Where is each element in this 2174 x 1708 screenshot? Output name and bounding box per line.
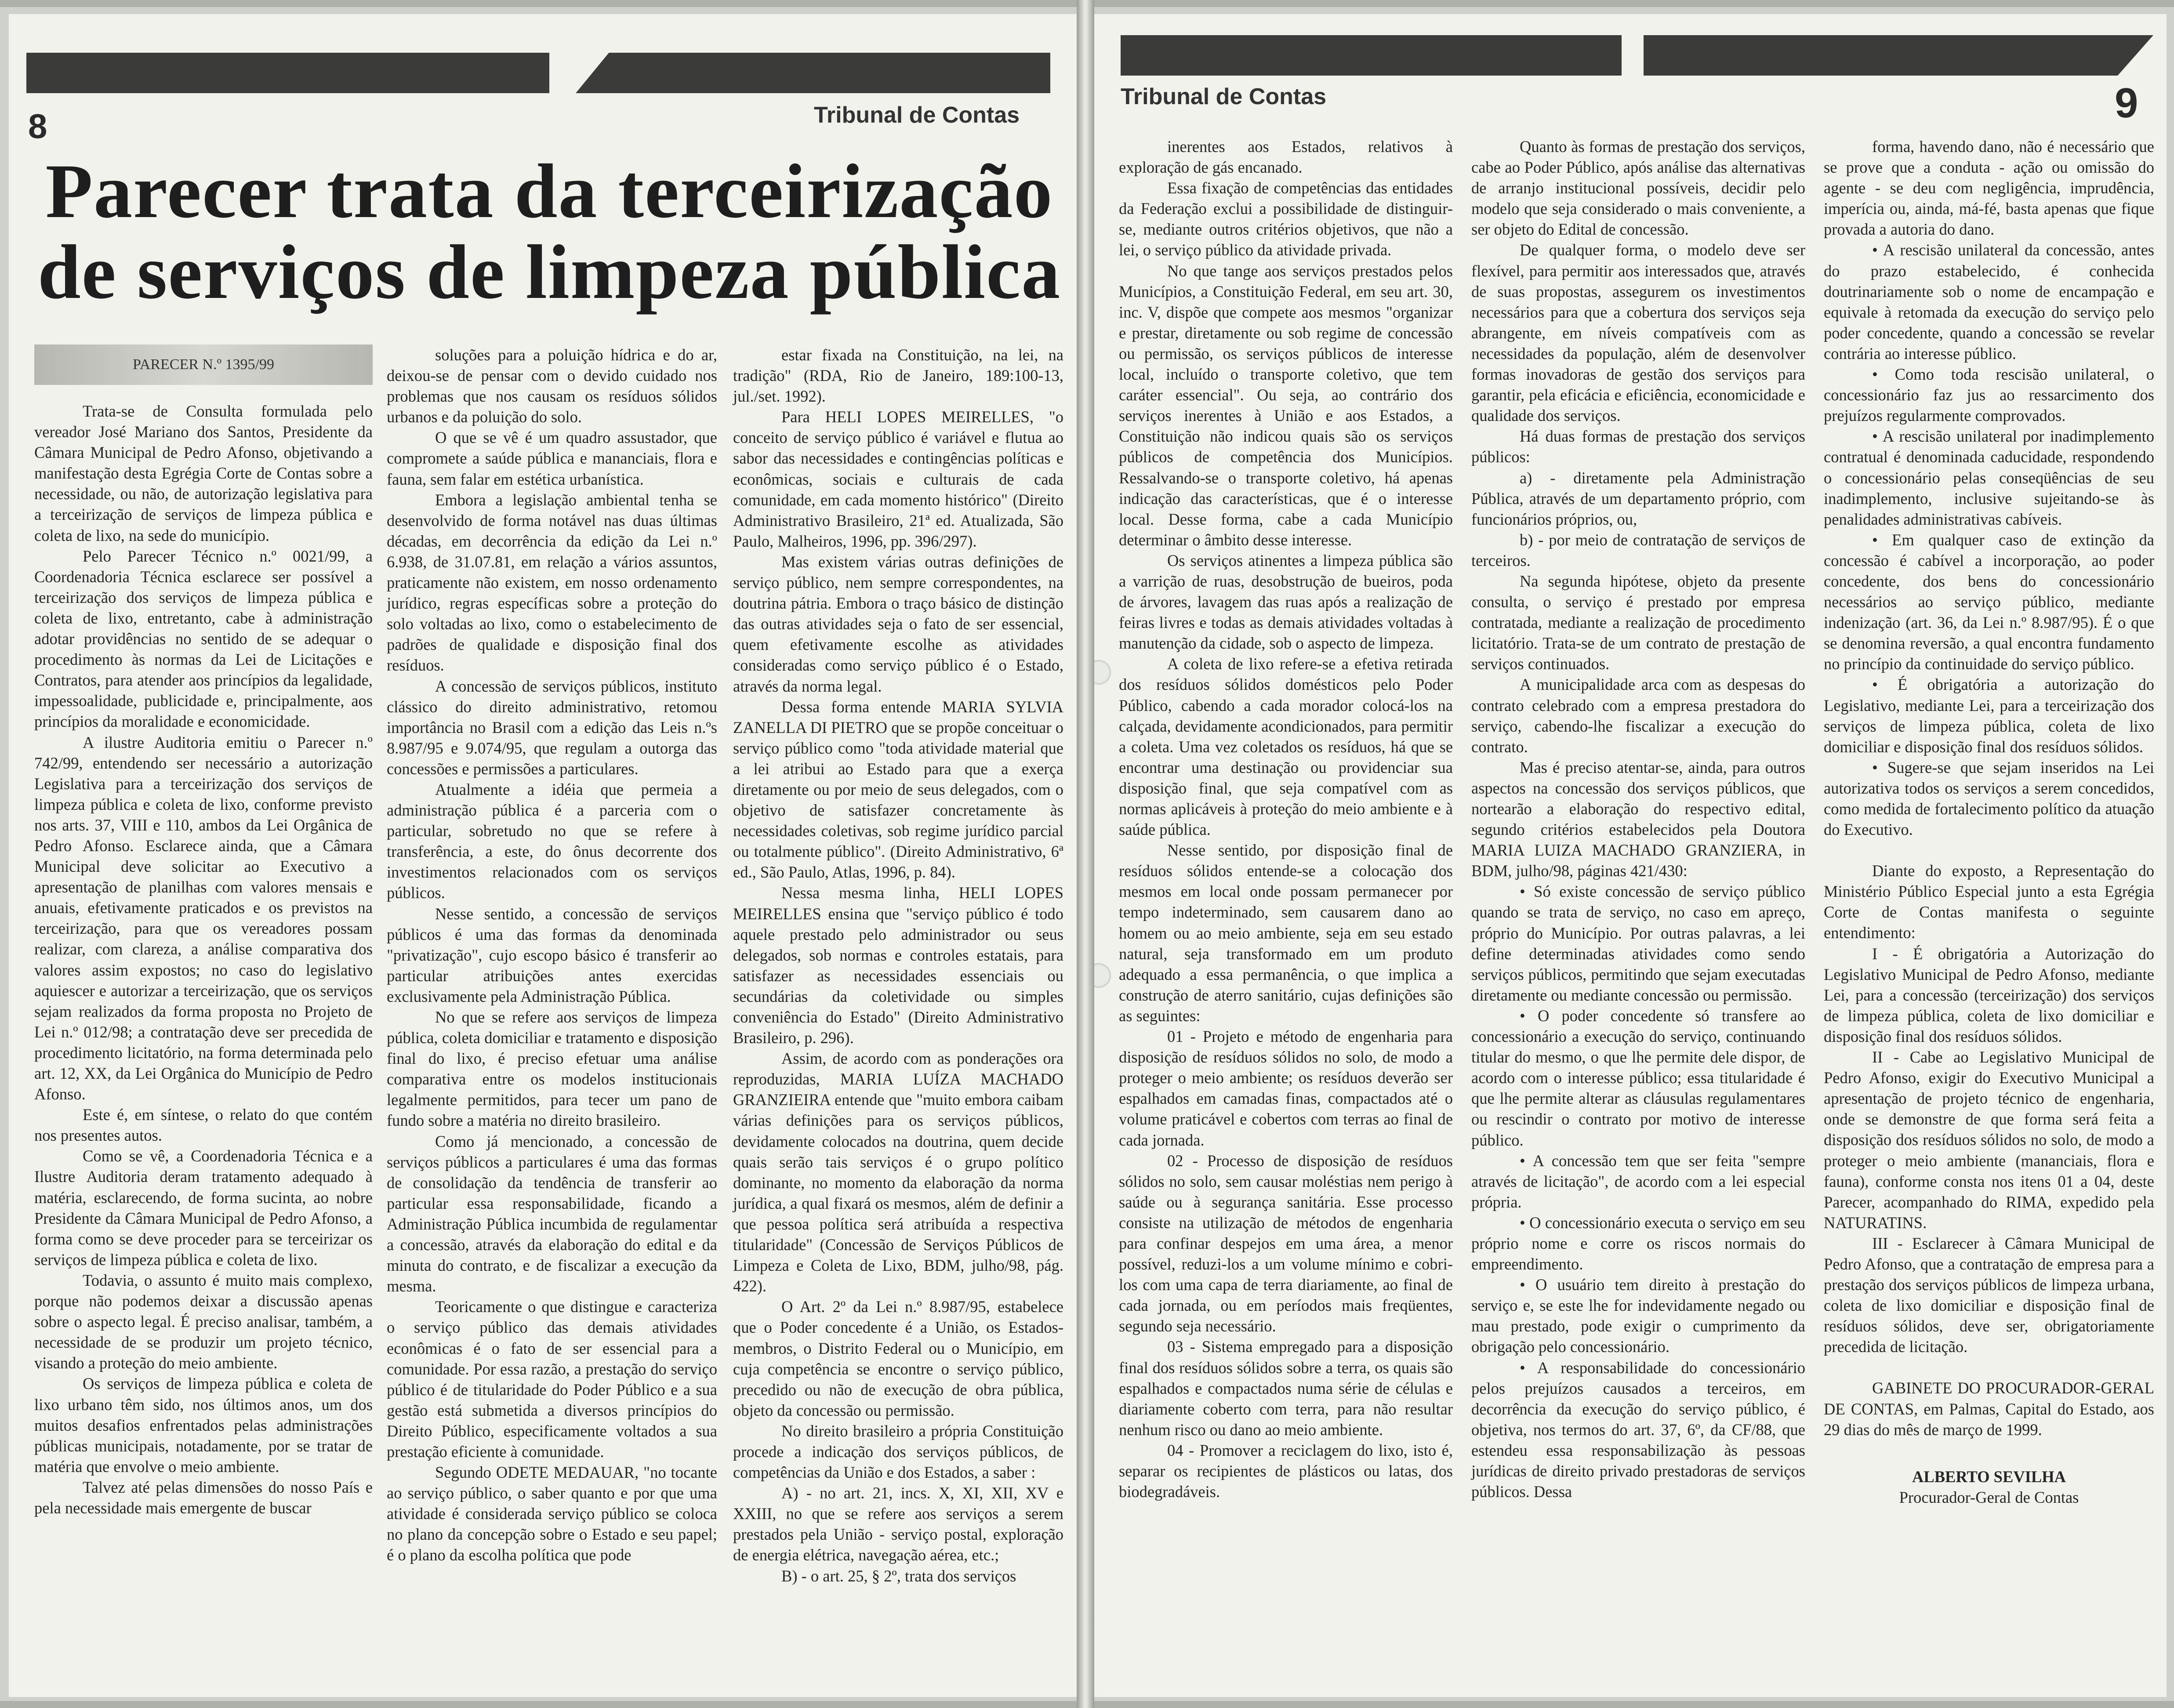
paragraph: II - Cabe ao Legislativo Municipal de Pedro Afonso, exigir do Executivo Municipal a apresentação de projeto técnico de engenharia, onde se demonstre de que forma será feita a disposição dos resíduos sólidos no solo, de modo a proteger o meio ambiente (mananciais, flora e fauna), conforme consta nos itens 01 a 04, deste Parecer, acompanhado do RIMA, expedido pela NATURATINS.: [1824, 1048, 2154, 1232]
paragraph: • A rescisão unilateral da concessão, antes do prazo estabelecido, é conhecida doutrinariamente sob o nome de encampação e equivale à retomada da execução do serviço pelo poder concedente, quando a concessão se revelar contrária ao interesse público.: [1824, 241, 2154, 363]
paragraph: estar fixada na Constituição, na lei, na tradição" (RDA, Rio de Janeiro, 189:100-13, jul./set. 1992).: [733, 346, 1063, 406]
page-number-right: 9: [2115, 80, 2138, 127]
paragraph: Trata-se de Consulta formulada pelo vereador José Mariano dos Santos, Presidente da Câmara Municipal de Pedro Afonso, objetivando a manifestação desta Egrégia Corte de Contas sobre a necessidade, ou não, de autorização legislativa para a terceirização de serviços de limpeza pública e coleta de lixo, na sede do município.: [34, 402, 373, 544]
right-column-3-body: [1824, 136, 2154, 1440]
paragraph: Há duas formas de prestação dos serviços públicos:: [1471, 427, 1805, 466]
header-bar-left: [26, 53, 549, 93]
left-column-2: [387, 345, 717, 1566]
right-page: [1094, 14, 2167, 1697]
paragraph: A) - no art. 21, incs. X, XI, XII, XV e XXIII, no que se refere aos serviços a serem prestados pela União - serviço postal, exploração de energia elétrica, navegação aérea, etc.;: [733, 1484, 1063, 1564]
paragraph: Os serviços atinentes a limpeza pública são a varrição de ruas, desobstrução de bueiros, poda de árvores, lavagem das ruas após a realização de feiras livres e todas as demais atividades voltadas à manutenção da cidade, sob o aspecto de limpeza.: [1119, 551, 1453, 653]
paragraph: • O concessionário executa o serviço em seu próprio nome e corre os riscos normais do empreendimento.: [1471, 1213, 1805, 1273]
paragraph: I - É obrigatória a Autorização do Legislativo Municipal de Pedro Afonso, mediante Lei, para a concessão (terceirização) dos serviços de limpeza pública, coleta de lixo domiciliar e disposição final dos resíduos sólidos.: [1824, 944, 2154, 1045]
paragraph: forma, havendo dano, não é necessário que se prove que a conduta - ação ou omissão do agente - se deu com negligência, imprudência, imperícia ou, ainda, má-fé, basta apenas que fique provada a autoria do dano.: [1824, 138, 2154, 239]
paragraph: O Art. 2º da Lei n.º 8.987/95, estabelece que o Poder concedente é a União, os Estados-membros, o Distrito Federal ou o Município, em cuja competência se encontre o serviço público, precedido ou não de execução de obra pública, objeto da concessão ou permissão.: [733, 1298, 1063, 1419]
paragraph: Como já mencionado, a concessão de serviços públicos a particulares é uma das formas de consolidação da tendência de transferir ao particular essa responsabilidade, ficando a Administração Pública incumbida de regulamentar a concessão, através da elaboração do edital e da minuta do contrato, e de fiscalizar a execução da mesma.: [387, 1132, 717, 1295]
paragraph: • Como toda rescisão unilateral, o concessionário faz jus ao ressarcimento dos prejuízos regularmente comprovados.: [1824, 365, 2154, 425]
header-bar-wedge-right: [1644, 35, 2153, 76]
paragraph: Embora a legislação ambiental tenha se desenvolvido de forma notável nas duas últimas décadas, em decorrência da edição da Lei n.º 6.938, de 31.07.81, em relação a vários assuntos, praticamente não existem, em nosso ordenamento jurídico, regras específicas sobre a proteção do solo voltadas ao lixo, como o estabelecimento de padrões de qualidade e disposição final dos resíduos.: [387, 490, 717, 674]
reference-label: PARECER N.º 1395/99: [133, 356, 274, 373]
paragraph: b) - por meio de contratação de serviços de terceiros.: [1471, 530, 1805, 569]
punch-hole: [1094, 963, 1111, 988]
page-gutter: [1077, 0, 1094, 1708]
paragraph: • A responsabilidade do concessionário pelos prejuízos causados a terceiros, em decorrência da execução do serviço público, é objetiva, nos termos do art. 37, 6º, da CF/88, que estendeu essa responsabilização às pessoas jurídicas de direito privado prestadoras de serviços públicos. Dessa: [1471, 1358, 1805, 1501]
paragraph: Mas existem várias outras definições de serviço público, nem sempre correspondentes, na doutrina pátria. Embora o traço básico de distinção das outras atividades seja o fato de ser essencial, quem efetivamente escolhe as atividades consideradas como serviço público é o Estado, através da norma legal.: [733, 552, 1063, 695]
paragraph: A concessão de serviços públicos, instituto clássico do direito administrativo, retomou importância no Brasil com a edição das Leis n.ºs 8.987/95 e 9.074/95, que regulam a outorga das concessões e permissões a particulares.: [387, 677, 717, 778]
paragraph: No que se refere aos serviços de limpeza pública, coleta domiciliar e tratamento e disposição final do lixo, é preciso efetuar uma análise comparativa entre os modelos institucionais legalmente permitidos, para tecer um pano de fundo sobre a matéria no direito brasileiro.: [387, 1008, 717, 1130]
paragraph: • Em qualquer caso de extinção da concessão é cabível a incorporação, ao poder concedente, dos bens do concessionário necessários ao serviço público, mediante indenização (art. 36, da Lei n.º 8.987/95). É o que se denomina reversão, a qual encontra fundamento no princípio da continuidade do serviço público.: [1824, 530, 2154, 673]
paragraph: 04 - Promover a reciclagem do lixo, isto é, separar os recipientes de plásticos ou latas, dos biodegradáveis.: [1119, 1441, 1453, 1501]
paragraph: 01 - Projeto e método de engenharia para disposição de resíduos sólidos no solo, de modo a proteger o meio ambiente; os resíduos deverão ser espalhados em camadas finas, compactados até o volume praticável e cobertos com terras ao final de cada jornada.: [1119, 1027, 1453, 1149]
paragraph: • É obrigatória a autorização do Legislativo, mediante Lei, para a terceirização dos serviços de limpeza pública, coleta de lixo domiciliar e disposição final dos resíduos sólidos.: [1824, 675, 2154, 756]
headline: Parecer trata da terceirização de serviços de limpeza pública: [37, 149, 1061, 315]
paragraph: Nesse sentido, por disposição final de resíduos sólidos entende-se a colocação dos mesmos em local onde possam permanecer por tempo indeterminado, sem causarem dano ao homem ou ao meio ambiente, seja em seu estado natural, seja transformado em um produto adequado a essa permanência, o que implica a construção de aterro sanitário, cujas definições são as seguintes:: [1119, 841, 1453, 1025]
paragraph: soluções para a poluição hídrica e do ar, deixou-se de pensar com o devido cuidado nos problemas que nos causam os resíduos sólidos urbanos e da poluição do solo.: [387, 346, 717, 426]
right-column-2: [1471, 136, 1805, 1502]
reference-box: [34, 345, 373, 385]
paragraph: [1824, 840, 2154, 860]
paragraph: A coleta de lixo refere-se a efetiva retirada dos resíduos sólidos domésticos pelo Poder Público, cabendo a cada morador colocá-los na calçada, devidamente acondicionados, para permitir a coleta. Uma vez coletados os resíduos, há que se encontrar uma destinação ou providenciar sua disposição final, que seja compatível com as normas aplicáveis à proteção do meio ambiente e à saúde pública.: [1119, 655, 1453, 839]
paragraph: Diante do exposto, a Representação do Ministério Público Especial junto a esta Egrégia Corte de Contas manifesta o seguinte entendimento:: [1824, 862, 2154, 942]
paragraph: • A concessão tem que ser feita "sempre através de licitação", de acordo com a lei especial própria.: [1471, 1151, 1805, 1211]
paragraph: GABINETE DO PROCURADOR-GERAL DE CONTAS, em Palmas, Capital do Estado, aos 29 dias do mês de março de 1999.: [1824, 1379, 2154, 1439]
header-bar-right: [1121, 35, 1622, 76]
left-column-3: [733, 345, 1063, 1586]
paragraph: No direito brasileiro a própria Constituição procede a indicação dos serviços públicos, de competências da União e dos Estados, a saber :: [733, 1422, 1063, 1482]
left-page: [9, 14, 1077, 1697]
section-label-left: Tribunal de Contas: [814, 102, 1020, 128]
paragraph: Mas é preciso atentar-se, ainda, para outros aspectos na concessão dos serviços públicos, que nortearão a elaboração do respectivo edital, segundo critérios estabelecidos pela Doutora MARIA LUIZA MACHADO GRANZIERA, in BDM, julho/98, páginas 421/430:: [1471, 758, 1805, 880]
paragraph: Assim, de acordo com as ponderações ora reproduzidas, MARIA LUÍZA MACHADO GRANZIEIRA entende que "muito embora caibam várias definições para os serviços públicos, devidamente colocados na doutrina, quem decide quais serão tais serviços é o grupo político dominante, no momento da elaboração da norma jurídica, a qual fixará os mesmos, além de definir a que pessoa política será atribuída a respectiva titularidade" (Concessão de Serviços Públicos de Limpeza e Coleta de Lixo, BDM, julho/98, pág. 422).: [733, 1049, 1063, 1295]
punch-hole: [1094, 660, 1111, 685]
paragraph: Dessa forma entende MARIA SYLVIA ZANELLA DI PIETRO que se propõe conceituar o serviço público como "toda atividade material que a lei atribui ao Estado para que a exerça diretamente ou por meio de seus delegados, com o objetivo de satisfazer concretamente às necessidades coletivas, sob regime jurídico parcial ou totalmente público". (Direito Administrativo, 6ª ed., São Paulo, Atlas, 1996, p. 84).: [733, 697, 1063, 881]
right-column-1: [1119, 136, 1453, 1502]
right-column-3: [1824, 136, 2154, 1508]
signature-name: ALBERTO SEVILHA: [1912, 1467, 2066, 1486]
paragraph: Quanto às formas de prestação dos serviços, cabe ao Poder Público, após análise das alternativas de arranjo institucional possíveis, decidir pelo modelo que seja considerado o mais conveniente, a ser objeto do Edital de concessão.: [1471, 138, 1805, 239]
paragraph: Os serviços de limpeza pública e coleta de lixo urbano têm sido, nos últimos anos, um dos muitos desafios enfrentados pelas administrações públicas municipais, notadamente, por se tratar de matéria que envolve o meio ambiente.: [34, 1374, 373, 1476]
paragraph: [1824, 1357, 2154, 1378]
paragraph: A municipalidade arca com as despesas do contrato celebrado com a empresa prestadora do serviço, cabendo-lhe fiscalizar a execução do contrato.: [1471, 675, 1805, 756]
paragraph: Como se vê, a Coordenadoria Técnica e a Ilustre Auditoria deram tratamento adequado à matéria, esclarecendo, de forma sucinta, ao nobre Presidente da Câmara Municipal de Pedro Afonso, a forma como se deve proceder para se terceirizar os serviços de limpeza pública e coleta de lixo.: [34, 1147, 373, 1269]
paragraph: • O usuário tem direito à prestação do serviço e, se este lhe for indevidamente negado ou mau prestado, pode exigir o cumprimento da obrigação pelo concessionário.: [1471, 1276, 1805, 1356]
paragraph: Na segunda hipótese, objeto da presente consulta, o serviço é prestado por empresa contratada, mediante a realização de procedimento licitatório. Trata-se de um contrato de prestação de serviços continuados.: [1471, 572, 1805, 673]
section-label-right: Tribunal de Contas: [1121, 84, 1327, 109]
paragraph: Atualmente a idéia que permeia a administração pública é a parceria com o particular, sobretudo no que se refere à transferência, a este, do ônus decorrente dos investimentos relacionados com os serviços públicos.: [387, 780, 717, 902]
paragraph: De qualquer forma, o modelo deve ser flexível, para permitir aos interessados que, através de suas propostas, assegurem os investimentos necessários para que a cobertura dos serviços seja abrangente, em níveis compatíveis com as necessidades da população, além de desenvolver formas inovadoras de gestão dos serviços para garantir, pela eficácia e eficiência, economicidade e qualidade dos serviços.: [1471, 241, 1805, 425]
signature-title: Procurador-Geral de Contas: [1899, 1488, 2079, 1506]
paragraph: Pelo Parecer Técnico n.º 0021/99, a Coordenadoria Técnica esclarece ser possível a terceirização dos serviços de limpeza pública e coleta de lixo, entretanto, cabe à administração adotar providências no sentido de se adequar o procedimento às normas da Lei de Licitações e Contratos, para atender aos princípios da legalidade, impessoalidade, publicidade e, principalmente, aos princípios da moralidade e economicidade.: [34, 547, 373, 731]
paragraph: A ilustre Auditoria emitiu o Parecer n.º 742/99, entendendo ser necessário a autorização Legislativa para a terceirização dos serviços de limpeza pública e coleta de lixo, conforme previsto nos arts. 37, VIII e 110, ambos da Lei Orgânica de Pedro Afonso. Esclarece ainda, que a Câmara Municipal deve solicitar ao Executivo a apresentação de planilhas com valores mensais e anuais, efetivamente praticados e os previstos na terceirização, para que os vereadores possam realizar, com clareza, a análise comparativa dos valores assim expostos; no caso do legislativo aquiescer e autorizar a terceirização, que os serviços sejam realizados da forma proposta no Projeto de Lei n.º 012/98; a contratação deve ser precedida de procedimento licitatório, na forma determinada pelo art. 12, XX, da Lei Orgânica do Município de Pedro Afonso.: [34, 733, 373, 1103]
paragraph: Talvez até pelas dimensões do nosso País e pela necessidade mais emergente de buscar: [34, 1478, 373, 1517]
paragraph: No que tange aos serviços prestados pelos Municípios, a Constituição Federal, em seu art. 30, inc. V, dispõe que compete aos mesmos "organizar e prestar, diretamente ou sob regime de concessão ou permissão, os serviços públicos de interesse local, incluído o transporte coletivo, que tem caráter essencial". Ou seja, ao contrário dos serviços inerentes à União e aos Estados, a Constituição não indicou quais são os serviços públicos de competência dos Municípios. Ressalvando-se o transporte coletivo, há apenas indicação das características, que é o interesse local. Desse forma, cabe a cada Município determinar o âmbito desse interesse.: [1119, 261, 1453, 549]
paragraph: III - Esclarecer à Câmara Municipal de Pedro Afonso, que a contratação de empresa para a prestação dos serviços públicos de limpeza urbana, coleta de lixo domiciliar e disposição final de resíduos sólidos, deve ser, obrigatoriamente precedida de licitação.: [1824, 1234, 2154, 1356]
paragraph: Este é, em síntese, o relato do que contém nos presentes autos.: [34, 1106, 373, 1145]
paragraph: Segundo ODETE MEDAUAR, "no tocante ao serviço público, o saber quanto e por que uma atividade é considerada serviço público se coloca no plano da concepção sobre o Estado e seu papel; é o plano da escolha política que pode: [387, 1463, 717, 1564]
paragraph: Essa fixação de competências das entidades da Federação exclui a possibilidade de distinguir-se, mediante outros critérios objetivos, que não a lei, o serviço público da atividade privada.: [1119, 179, 1453, 259]
paragraph: O que se vê é um quadro assustador, que compromete a saúde pública e mananciais, flora e fauna, sem falar em estética urbanística.: [387, 428, 717, 488]
paragraph: • Sugere-se que sejam inseridos na Lei autorizativa todos os serviços a serem concedidos, como medida de fortalecimento político da atuação do Executivo.: [1824, 758, 2154, 839]
paragraph: Para HELI LOPES MEIRELLES, "o conceito de serviço público é variável e flutua ao sabor das necessidades e contingências políticas e econômicas, sociais e culturais de cada comunidade, em cada momento histórico" (Direito Administrativo Brasileiro, 21ª ed. Atualizada, São Paulo, Malheiros, 1996, pp. 396/297).: [733, 408, 1063, 550]
page-number-left: 8: [28, 107, 47, 145]
paragraph: • O poder concedente só transfere ao concessionário a execução do serviço, continuando titular do mesmo, o que lhe permite dele dispor, de acordo com o interesse público; essa titularidade é que lhe permite alterar as cláusulas regulamentares ou rescindir o contrato por motivo de interesse público.: [1471, 1006, 1805, 1149]
paragraph: • Só existe concessão de serviço público quando se trata de serviço, no caso em apreço, próprio do Município. Por outras palavras, a lei define determinadas atividades como sendo serviços públicos, permitindo que sejam executadas diretamente ou mediante concessão ou permissão.: [1471, 882, 1805, 1004]
left-column-1: [34, 401, 373, 1518]
paragraph: Nessa mesma linha, HELI LOPES MEIRELLES ensina que "serviço público é todo aquele prestado pelo administrador ou seus delegados, sob normas e controles estatais, para satisfazer as necessidades essenciais ou secundárias da coletividade ou simples conveniência do Estado" (Direito Administrativo Brasileiro, p. 296).: [733, 884, 1063, 1047]
paragraph: 02 - Processo de disposição de resíduos sólidos no solo, sem causar moléstias nem perigo à saúde ou à segurança sanitária. Esse processo consiste na utilização de métodos de engenharia para confinar despejos em uma área, a menor possível, reduzi-los a um volume mínimo e cobri-los com uma capa de terra diariamente, ao final de cada jornada, ou em períodos mais freqüentes, segundo seja necessário.: [1119, 1151, 1453, 1335]
paragraph: • A rescisão unilateral por inadimplemento contratual é denominada caducidade, respondendo o concessionário pelas conseqüências de seu inadimplemento, inclusive sujeitando-se às penalidades administrativas cabíveis.: [1824, 427, 2154, 528]
header-bar-wedge-left: [576, 53, 1050, 93]
paragraph: Nesse sentido, a concessão de serviços públicos é uma das formas da denominada "privatização", cujo escopo básico é transferir ao particular atribuições antes exercidas exclusivamente pela Administração Pública.: [387, 904, 717, 1005]
paragraph: Todavia, o assunto é muito mais complexo, porque não podemos deixar a discussão apenas sobre o aspecto legal. É preciso analisar, também, a necessidade de se produzir um projeto técnico, visando a proteção do meio ambiente.: [34, 1271, 373, 1372]
paragraph: B) - o art. 25, § 2º, trata dos serviços: [781, 1567, 1016, 1585]
paragraph: inerentes aos Estados, relativos à exploração de gás encanado.: [1119, 138, 1453, 177]
paragraph: Teoricamente o que distingue e caracteriza o serviço público das demais atividades econômicas é o fato de ser essencial para a comunidade. Por essa razão, a prestação do serviço público é de titularidade do Poder Público e a sua gestão está submetida a diversos princípios do Direito Público, especificamente voltados a sua prestação eficiente à comunidade.: [387, 1298, 717, 1461]
paragraph: 03 - Sistema empregado para a disposição final dos resíduos sólidos sobre a terra, os quais são espalhados e compactados numa série de células e diariamente coberto com terra, para não resultar nenhum risco ou dano ao meio ambiente.: [1119, 1338, 1453, 1439]
paragraph: a) - diretamente pela Administração Pública, através de um departamento próprio, com funcionários próprios, ou,: [1471, 468, 1805, 528]
